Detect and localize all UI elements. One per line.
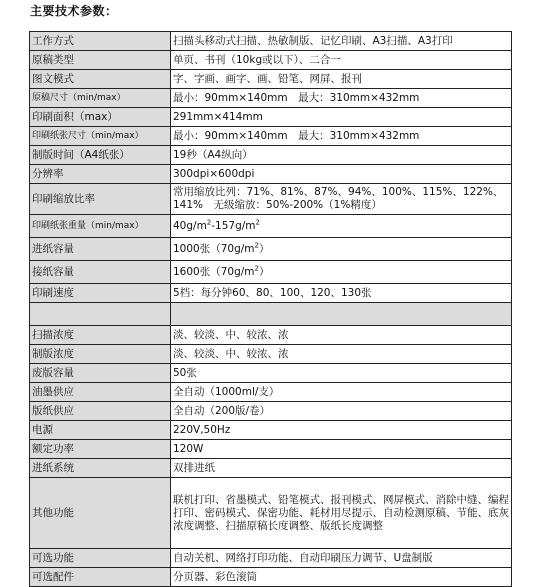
table-row [30, 261, 512, 284]
spec-label: 印刷缩放比率 [30, 184, 171, 215]
table-row [30, 421, 512, 440]
spec-value: 291mm×414mm [171, 108, 512, 127]
spec-label: 电源 [30, 421, 171, 440]
table-row [30, 459, 512, 478]
spec-value: 300dpi×600dpi [171, 165, 512, 184]
spec-label: 分辨率 [30, 165, 171, 184]
spec-label: 可选配件 [30, 568, 171, 587]
spec-label: 废版容量 [30, 364, 171, 383]
spec-value: 淡、较淡、中、较浓、浓 [171, 345, 512, 364]
table-row-blank [30, 303, 512, 326]
spec-label: 印刷纸张尺寸（min/max） [30, 127, 171, 146]
spec-value: 最小：90mm×140mm 最大：310mm×432mm [171, 89, 512, 108]
spec-value: 5档：每分钟60、80、100、120、130张 [171, 284, 512, 303]
table-row [30, 89, 512, 108]
table-row [30, 478, 512, 549]
spec-value: 扫描头移动式扫描、热敏制版、记忆印刷、A3扫描、A3打印 [171, 32, 512, 51]
superscript: 2 [254, 264, 259, 272]
spec-label: 油墨供应 [30, 383, 171, 402]
table-row [30, 284, 512, 303]
spec-value [171, 261, 512, 284]
spec-label: 进纸容量 [30, 238, 171, 261]
spec-label: 其他功能 [30, 478, 171, 549]
spec-value: 淡、较淡、中、较浓、浓 [171, 326, 512, 345]
table-row [30, 70, 512, 89]
table-row [30, 440, 512, 459]
spec-label: 进纸系统 [30, 459, 171, 478]
table-row [30, 364, 512, 383]
table-row [30, 32, 512, 51]
value-part: ） [258, 242, 270, 255]
value-part: ） [258, 265, 270, 278]
table-row [30, 238, 512, 261]
spec-label: 印刷纸张重量（min/max） [30, 215, 171, 238]
table-row [30, 549, 512, 568]
spec-label: 印刷速度 [30, 284, 171, 303]
table-row [30, 165, 512, 184]
spec-value: 120W [171, 440, 512, 459]
spec-value: 双排进纸 [171, 459, 512, 478]
spec-value: 最小：90mm×140mm 最大：310mm×432mm [171, 127, 512, 146]
table-row [30, 345, 512, 364]
spec-label: 工作方式 [30, 32, 171, 51]
value-part: -157g/m [211, 219, 256, 232]
spec-value [171, 238, 512, 261]
spec-label: 制版时间（A4纸张） [30, 146, 171, 165]
table-row [30, 383, 512, 402]
spec-label: 可选功能 [30, 549, 171, 568]
spec-label: 接纸容量 [30, 261, 171, 284]
table-row [30, 51, 512, 70]
spec-value: 全自动（200版/卷） [171, 402, 512, 421]
spec-value: 分页器、彩色滚筒 [171, 568, 512, 587]
section-heading: 主要技术参数： [30, 4, 118, 18]
spec-value [171, 215, 512, 238]
table-row [30, 146, 512, 165]
spec-label: 额定功率 [30, 440, 171, 459]
spec-label: 原稿类型 [30, 51, 171, 70]
spec-value: 常用缩放比列：71%、81%、87%、94%、100%、115%、122%、141% 无级缩放：50%-200%（1%精度） [171, 184, 512, 215]
spec-label [30, 303, 171, 326]
spec-table [29, 31, 512, 587]
spec-value: 联机打印、省墨模式、铅笔模式、报刊模式、网屏模式、消除中缝、编程打印、密码模式、保密功能、耗材用尽提示、自动检测原稿、节能、底灰浓度调整、扫描原稿长度调整、版纸长度调整 [171, 478, 512, 549]
spec-label: 印刷面积（max） [30, 108, 171, 127]
table-row [30, 184, 512, 215]
spec-value: 字、字画、画字、画、铅笔、网屏、报刊 [171, 70, 512, 89]
superscript: 2 [254, 241, 259, 249]
spec-value: 220V,50Hz [171, 421, 512, 440]
spec-value: 单页、书刊（10kg或以下）、二合一 [171, 51, 512, 70]
superscript: 2 [255, 218, 260, 226]
spec-label: 扫描浓度 [30, 326, 171, 345]
table-row [30, 127, 512, 146]
spec-value [171, 303, 512, 326]
table-row [30, 568, 512, 587]
spec-label: 图文模式 [30, 70, 171, 89]
spec-label: 原稿尺寸（min/max） [30, 89, 171, 108]
superscript: 2 [206, 218, 212, 226]
spec-value: 自动关机、网络打印功能、自动印刷压力调节、U盘制版 [171, 549, 512, 568]
spec-value: 19秒（A4纵向） [171, 146, 512, 165]
table-row [30, 326, 512, 345]
table-row [30, 402, 512, 421]
table-row [30, 108, 512, 127]
table-row [30, 215, 512, 238]
spec-value: 50张 [171, 364, 512, 383]
value-part: 40g/m [173, 219, 207, 232]
spec-label: 版纸供应 [30, 402, 171, 421]
spec-label: 制版浓度 [30, 345, 171, 364]
spec-value: 全自动（1000ml/支） [171, 383, 512, 402]
value-part: 1000张（70g/m [173, 242, 255, 255]
value-part: 1600张（70g/m [173, 265, 255, 278]
